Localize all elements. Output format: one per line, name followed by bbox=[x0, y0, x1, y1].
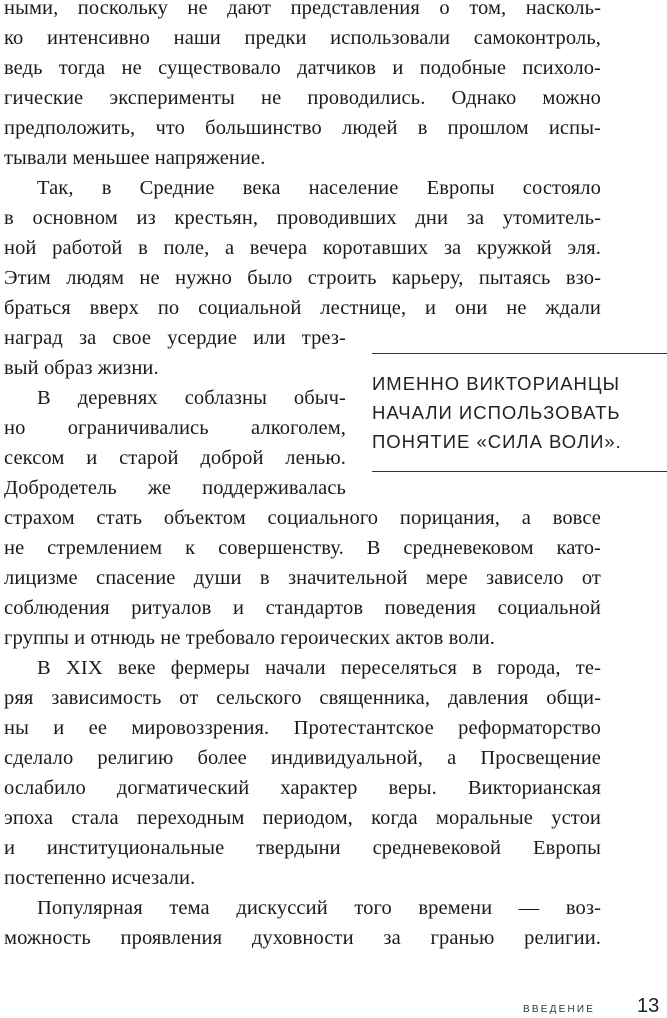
body-line: не стремлением к совершенству. В средневековом като- bbox=[4, 537, 601, 559]
body-line: ны и ее мировоззрения. Протестантское реформаторство bbox=[4, 717, 601, 739]
body-line: страхом стать объектом социального порицания, а вовсе bbox=[4, 507, 601, 529]
body-line: тывали меньшее напряжение. bbox=[4, 147, 266, 169]
body-line: В XIX веке фермеры начали переселяться в города, те- bbox=[37, 657, 601, 679]
body-line: наград за свое усердие или трез- bbox=[4, 327, 346, 349]
running-footer-section: ВВЕДЕНИЕ bbox=[523, 1004, 596, 1015]
pull-quote-line: ПОНЯТИЕ «СИЛА ВОЛИ». bbox=[372, 431, 622, 452]
body-line: ряя зависимость от сельского священника, давления общи- bbox=[4, 687, 601, 709]
body-line: вый образ жизни. bbox=[4, 357, 159, 379]
body-line: Популярная тема дискуссий того времени — воз- bbox=[37, 897, 601, 919]
body-line: ведь тогда не существовало датчиков и подобные психоло- bbox=[4, 57, 601, 79]
body-line: ной работой в поле, а вечера коротавших за кружкой эля. bbox=[4, 237, 601, 259]
body-line: но ограничивались алкоголем, bbox=[4, 417, 346, 439]
body-line: в основном из крестьян, проводивших дни за утомитель- bbox=[4, 207, 601, 229]
pull-quote-line: ИМЕННО ВИКТОРИАНЦЫ bbox=[372, 373, 620, 394]
body-line: сделало религию более индивидуальной, а Просвещение bbox=[4, 747, 601, 769]
body-line: ослабило догматический характер веры. Викторианская bbox=[4, 777, 601, 799]
body-line: лицизме спасение души в значительной мере зависело от bbox=[4, 567, 601, 589]
body-line: постепенно исчезали. bbox=[4, 867, 196, 889]
body-line: можность проявления духовности за гранью религии. bbox=[4, 927, 601, 949]
page-number: 13 bbox=[637, 995, 660, 1017]
body-line: и институциональные твердыни средневековой Европы bbox=[4, 837, 601, 859]
body-line: ными, поскольку не дают представления о том, насколь- bbox=[4, 0, 601, 19]
body-line: группы и отнюдь не требовало героических актов воли. bbox=[4, 627, 495, 649]
pull-quote-line: НАЧАЛИ ИСПОЛЬЗОВАТЬ bbox=[372, 402, 621, 423]
body-line: В деревнях соблазны обыч- bbox=[37, 387, 346, 409]
pull-quote-top-rule bbox=[372, 353, 667, 354]
pull-quote-bottom-rule bbox=[372, 471, 667, 472]
body-line: ко интенсивно наши предки использовали самоконтроль, bbox=[4, 27, 601, 49]
body-line: соблюдения ритуалов и стандартов поведения социальной bbox=[4, 597, 601, 619]
body-line: эпоха стала переходным периодом, когда моральные устои bbox=[4, 807, 601, 829]
body-line: Так, в Средние века население Европы состояло bbox=[37, 177, 601, 199]
body-line: Добродетель же поддерживалась bbox=[4, 477, 346, 499]
body-line: Этим людям не нужно было строить карьеру, пытаясь взо- bbox=[4, 267, 601, 289]
body-line: сексом и старой доброй ленью. bbox=[4, 447, 346, 469]
body-line: гические эксперименты не проводились. Однако можно bbox=[4, 87, 601, 109]
body-line: предположить, что большинство людей в прошлом испы- bbox=[4, 117, 601, 139]
body-line: браться вверх по социальной лестнице, и они не ждали bbox=[4, 297, 601, 319]
